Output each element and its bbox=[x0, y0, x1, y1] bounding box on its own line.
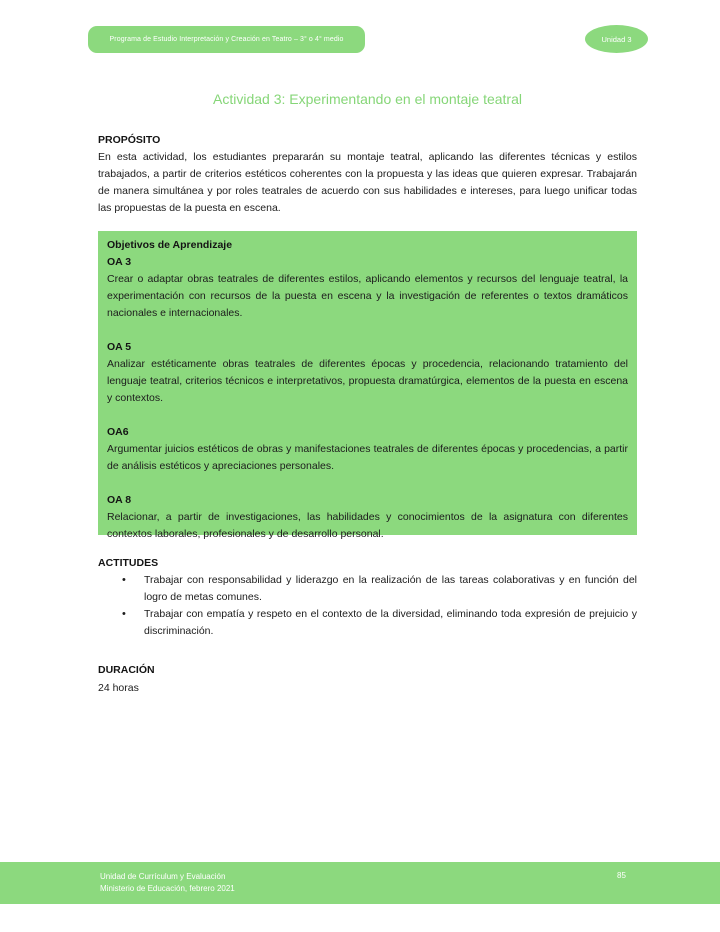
actitudes-list bbox=[98, 572, 637, 640]
duracion-section bbox=[98, 664, 637, 697]
actitudes-section bbox=[98, 557, 637, 640]
duracion-heading: DURACIÓN bbox=[98, 664, 155, 676]
oa-text: Crear o adaptar obras teatrales de diferentes estilos, aplicando elementos y recursos del lenguaje teatral, la experimentación con recursos de la puesta en escena y la investigación de referentes o textos dramáticos nacionales e internacionales. bbox=[107, 273, 628, 319]
footer-credits bbox=[100, 871, 235, 895]
oa-text: Relacionar, a partir de investigaciones, las habilidades y conocimientos de la asignatura con diferentes contextos laborales, profesionales y de desarrollo personal. bbox=[107, 511, 628, 540]
oa-item bbox=[107, 339, 628, 407]
oa-code: OA 3 bbox=[107, 256, 132, 268]
proposito-heading: PROPÓSITO bbox=[98, 134, 161, 146]
page-number: 85 bbox=[617, 871, 626, 880]
actitudes-list-item: • Trabajar con responsabilidad y liderazgo en la realización de las tareas colaborativas y en función del logro de metas comunes. bbox=[122, 572, 637, 606]
oa-code: OA 8 bbox=[107, 494, 132, 506]
oa-text: Analizar estéticamente obras teatrales de diferentes épocas y procedencia, relacionando tratamiento del lenguaje teatral, criterios técnicos e interpretativos, propuesta dramatúrgica, elementos de la puesta en escena y contextos. bbox=[107, 358, 628, 404]
spacer bbox=[107, 475, 628, 492]
oa-item bbox=[107, 492, 628, 543]
oa-item bbox=[107, 424, 628, 475]
footer-line2: Ministerio de Educación, febrero 2021 bbox=[100, 884, 235, 893]
proposito-section bbox=[98, 134, 637, 217]
duracion-value: 24 horas bbox=[98, 682, 139, 694]
oa-code: OA 5 bbox=[107, 341, 132, 353]
oa-text: Argumentar juicios estéticos de obras y manifestaciones teatrales de diferentes épocas y procedencias, a partir de análisis estéticos y apreciaciones personales. bbox=[107, 443, 628, 472]
header-program-pill bbox=[88, 26, 365, 53]
oa-item bbox=[107, 254, 628, 322]
footer-bar bbox=[0, 862, 720, 904]
activity-title: Actividad 3: Experimentando en el montaje teatral bbox=[213, 91, 522, 107]
spacer bbox=[107, 407, 628, 424]
objetivos-box bbox=[98, 231, 637, 540]
actitudes-list-item: • Trabajar con empatía y respeto en el contexto de la diversidad, eliminando toda expresión de prejuicio y discriminación. bbox=[122, 606, 637, 640]
unit-badge bbox=[585, 25, 648, 53]
objetivos-heading: Objetivos de Aprendizaje bbox=[107, 239, 233, 251]
oa-code: OA6 bbox=[107, 426, 129, 438]
actitudes-heading: ACTITUDES bbox=[98, 557, 159, 569]
footer-line1: Unidad de Currículum y Evaluación bbox=[100, 872, 226, 881]
header-program-label: Programa de Estudio Interpretación y Creación en Teatro – 3° o 4° medio bbox=[109, 36, 344, 43]
proposito-body: En esta actividad, los estudiantes prepararán su montaje teatral, aplicando las diferentes técnicas y estilos trabajados, a partir de criterios estéticos coherentes con la propuesta y las ideas que quieren expresar. Trabajarán de manera simultánea y por roles teatrales de acuerdo con sus habilidades e intereses, para luego unificar todas las propuestas de la puesta en escena. bbox=[98, 151, 637, 214]
spacer bbox=[107, 322, 628, 339]
unit-badge-label: Unidad 3 bbox=[601, 34, 632, 44]
